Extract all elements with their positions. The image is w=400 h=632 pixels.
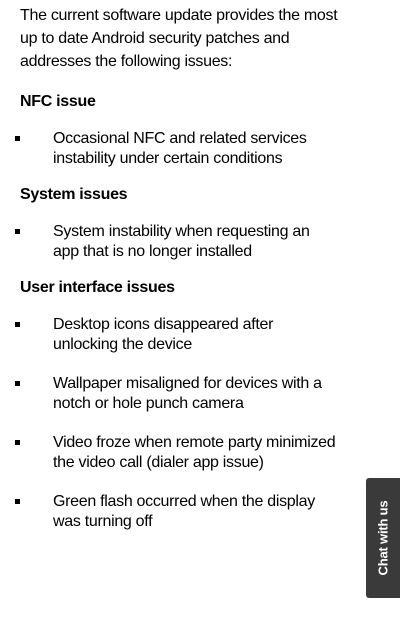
bullet-icon (15, 440, 20, 445)
list-item (20, 433, 338, 472)
list-item-text: Wallpaper misaligned for devices with a notch or hole punch camera (53, 375, 322, 412)
chat-with-us-label: Chat with us (375, 500, 391, 576)
system-issue-list (20, 222, 338, 261)
section-heading-user-interface: User interface issues (20, 279, 175, 296)
list-item-text: Video froze when remote party minimized the video call (dialer app issue) (53, 434, 336, 471)
list-item-text: Green flash occurred when the display was turning off (53, 493, 315, 530)
section-heading-nfc: NFC issue (20, 93, 96, 110)
list-item (20, 374, 338, 413)
list-item-text: System instability when requesting an app that is no longer installed (53, 223, 310, 260)
release-notes (20, 4, 338, 547)
list-item (20, 492, 338, 531)
bullet-icon (15, 136, 20, 141)
user-interface-issue-list (20, 315, 338, 531)
nfc-issue-list (20, 129, 338, 168)
bullet-icon (15, 499, 20, 504)
list-item (20, 315, 338, 354)
list-item-text: Occasional NFC and related services instability under certain conditions (53, 130, 307, 167)
chat-with-us-button[interactable] (366, 478, 400, 598)
list-item-text: Desktop icons disappeared after unlocking the device (53, 316, 274, 353)
intro-paragraph: The current software update provides the most up to date Android security patches and addresses the following issues: (20, 7, 338, 70)
bullet-icon (15, 322, 20, 327)
list-item (20, 129, 338, 168)
list-item (20, 222, 338, 261)
section-heading-system: System issues (20, 186, 128, 203)
bullet-icon (15, 381, 20, 386)
bullet-icon (15, 229, 20, 234)
